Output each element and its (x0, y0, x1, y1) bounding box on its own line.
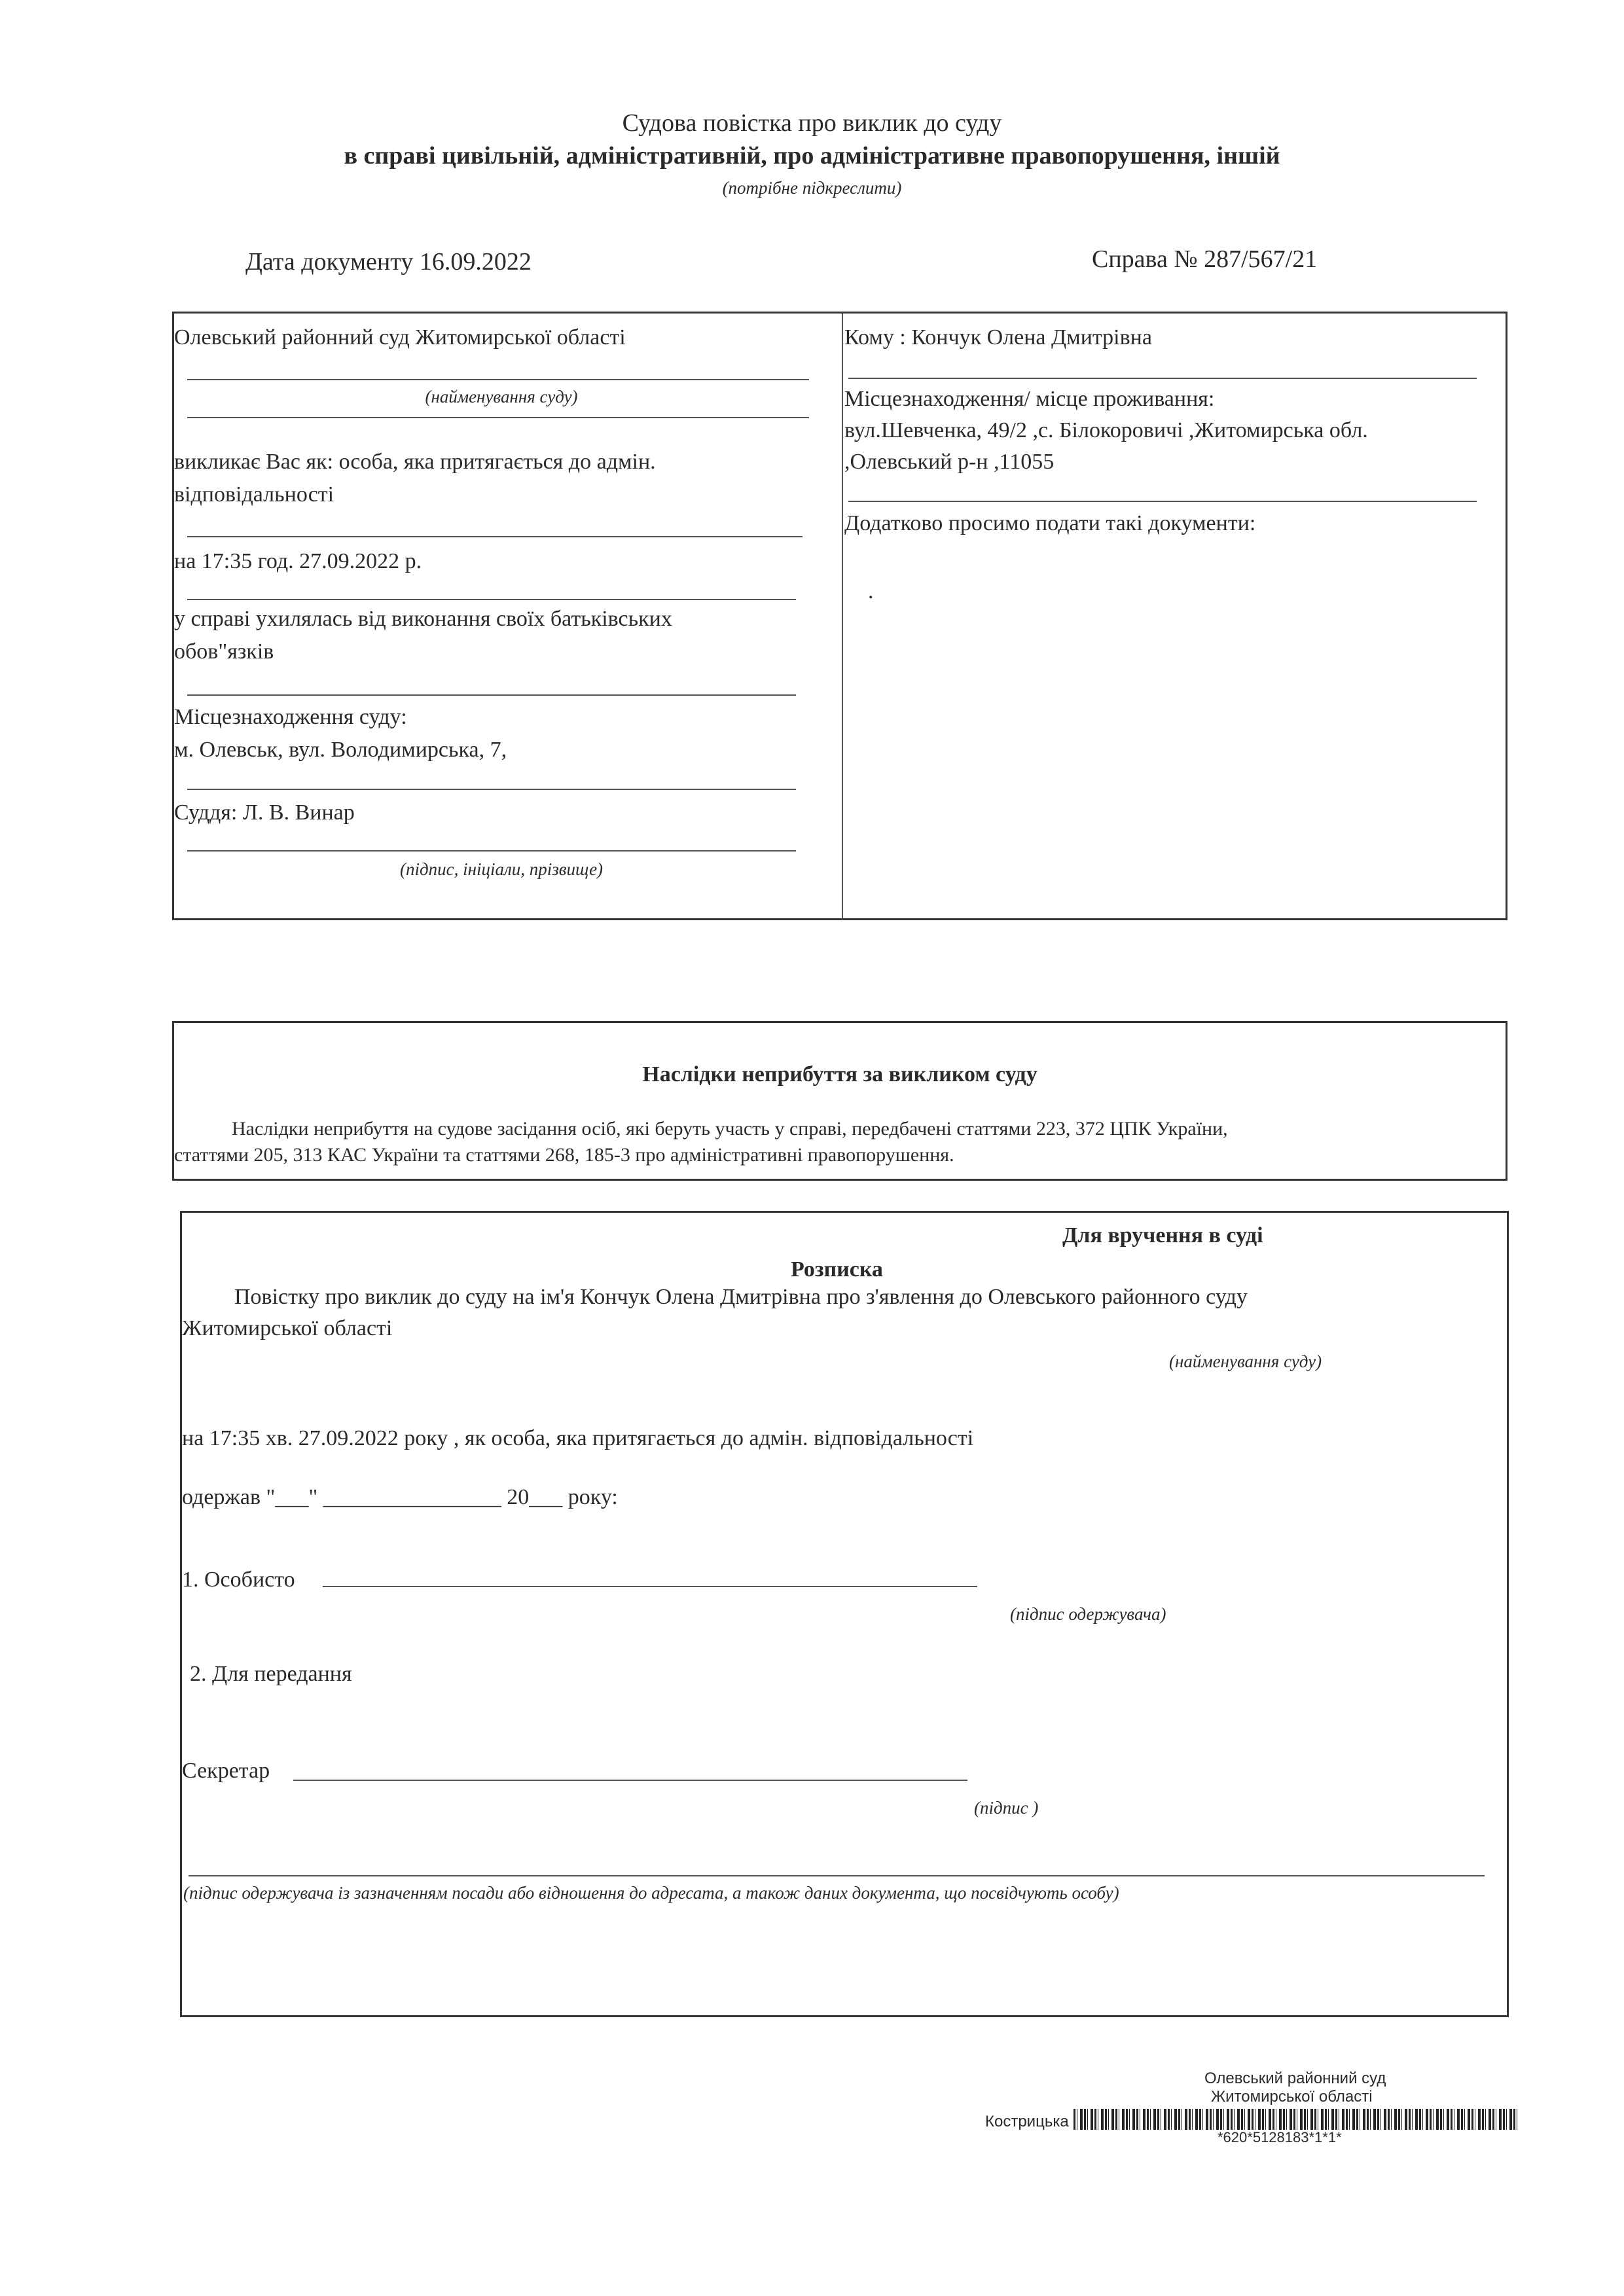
personally-label: 1. Особисто (182, 1568, 295, 1592)
consequences-text-line1: Наслідки неприбуття на судове засідання осіб, які беруть участь у справі, передбачені статтями 223, 372 ЦПК України, (232, 1118, 1228, 1139)
stamp-court-line1: Олевський районний суд (1204, 2070, 1386, 2087)
judge-name: Суддя: Л. В. Винар (174, 800, 355, 825)
receipt-line1: Повістку про виклик до суду на ім'я Кончук Олена Дмитрівна про з'явлення до Олевського районного суду (234, 1285, 1248, 1309)
received-date-line: одержав "___" ________________ 20___ року: (182, 1485, 618, 1509)
court-name: Олевський районний суд Житомирської області (174, 325, 626, 350)
consequences-text-line2: статтями 205, 313 КАС України та статтями 268, 185-3 про адміністративні правопорушення. (174, 1144, 954, 1166)
case-number: Справа № 287/567/21 (1092, 245, 1318, 273)
footer-signature-line[interactable] (189, 1875, 1485, 1876)
consequences-box (172, 1021, 1507, 1181)
recipient-name: Кому : Кончук Олена Дмитрівна (844, 325, 1152, 350)
signature-caption: (підпис, ініціали, прізвище) (399, 859, 604, 879)
summons-role-line2: відповідальності (174, 482, 334, 507)
divider (187, 789, 796, 790)
case-matter-line2: обов"язків (174, 639, 274, 664)
receipt-time-line: на 17:35 хв. 27.09.2022 року , як особа, яка притягається до адмін. відповідальності (182, 1426, 974, 1450)
receipt-court-caption: (найменування суду) (1169, 1352, 1322, 1371)
signature-line[interactable] (323, 1586, 977, 1587)
barcode-text: *620*5128183*1*1* (1218, 2129, 1342, 2145)
stamp-clerk-name: Кострицька (985, 2113, 1069, 2130)
document-subtitle: в справі цивільній, адміністративній, про адміністративне правопорушення, іншій (344, 142, 1280, 170)
document-date: Дата документу 16.09.2022 (245, 248, 532, 276)
underline-note: (потрібне підкреслити) (722, 178, 902, 198)
residence-label: Місцезнаходження/ місце проживання: (844, 387, 1215, 411)
court-location-label: Місцезнаходження суду: (174, 705, 407, 729)
for-transfer-label: 2. Для передання (190, 1662, 352, 1686)
column-divider (842, 314, 843, 920)
court-name-caption: (найменування суду) (425, 387, 578, 406)
divider (848, 501, 1477, 502)
divider (848, 378, 1477, 379)
divider (187, 379, 809, 380)
secretary-signature-line[interactable] (293, 1780, 967, 1781)
secretary-signature-caption: (підпис ) (974, 1798, 1039, 1818)
divider (187, 694, 796, 696)
extra-documents-value: . (868, 579, 874, 603)
summons-box (172, 312, 1507, 920)
receipt-box (180, 1211, 1509, 2017)
case-matter-line1: у справі ухилялась від виконання своїх батьківських (174, 607, 672, 631)
residence-line1: вул.Шевченка, 49/2 ,с. Білокоровичі ,Житомирська обл. (844, 418, 1368, 442)
footer-caption: (підпис одержувача із зазначенням посади або відношення до адресата, а також даних документа, що посвідчують особу) (183, 1883, 1119, 1903)
document-title: Судова повістка про виклик до суду (622, 109, 1002, 137)
recipient-signature-caption: (підпис одержувача) (1010, 1604, 1166, 1624)
hearing-time: на 17:35 год. 27.09.2022 р. (174, 549, 422, 573)
residence-line2: ,Олевський р-н ,11055 (844, 450, 1055, 474)
divider (187, 599, 796, 600)
summons-role-line1: викликає Вас як: особа, яка притягається до адмін. (174, 450, 656, 474)
receipt-line2: Житомирської області (182, 1316, 393, 1340)
for-court-delivery: Для вручення в суді (1062, 1223, 1263, 1247)
receipt-title: Розписка (791, 1257, 883, 1282)
court-location: м. Олевськ, вул. Володимирська, 7, (174, 738, 507, 762)
divider (187, 850, 796, 852)
secretary-label: Секретар (182, 1759, 270, 1783)
extra-documents-label: Додатково просимо подати такі документи: (844, 511, 1256, 535)
barcode (1074, 2109, 1519, 2130)
divider (187, 536, 803, 537)
consequences-title: Наслідки неприбуття за викликом суду (642, 1062, 1038, 1086)
stamp-court-line2: Житомирської області (1211, 2088, 1373, 2106)
divider (187, 417, 809, 418)
